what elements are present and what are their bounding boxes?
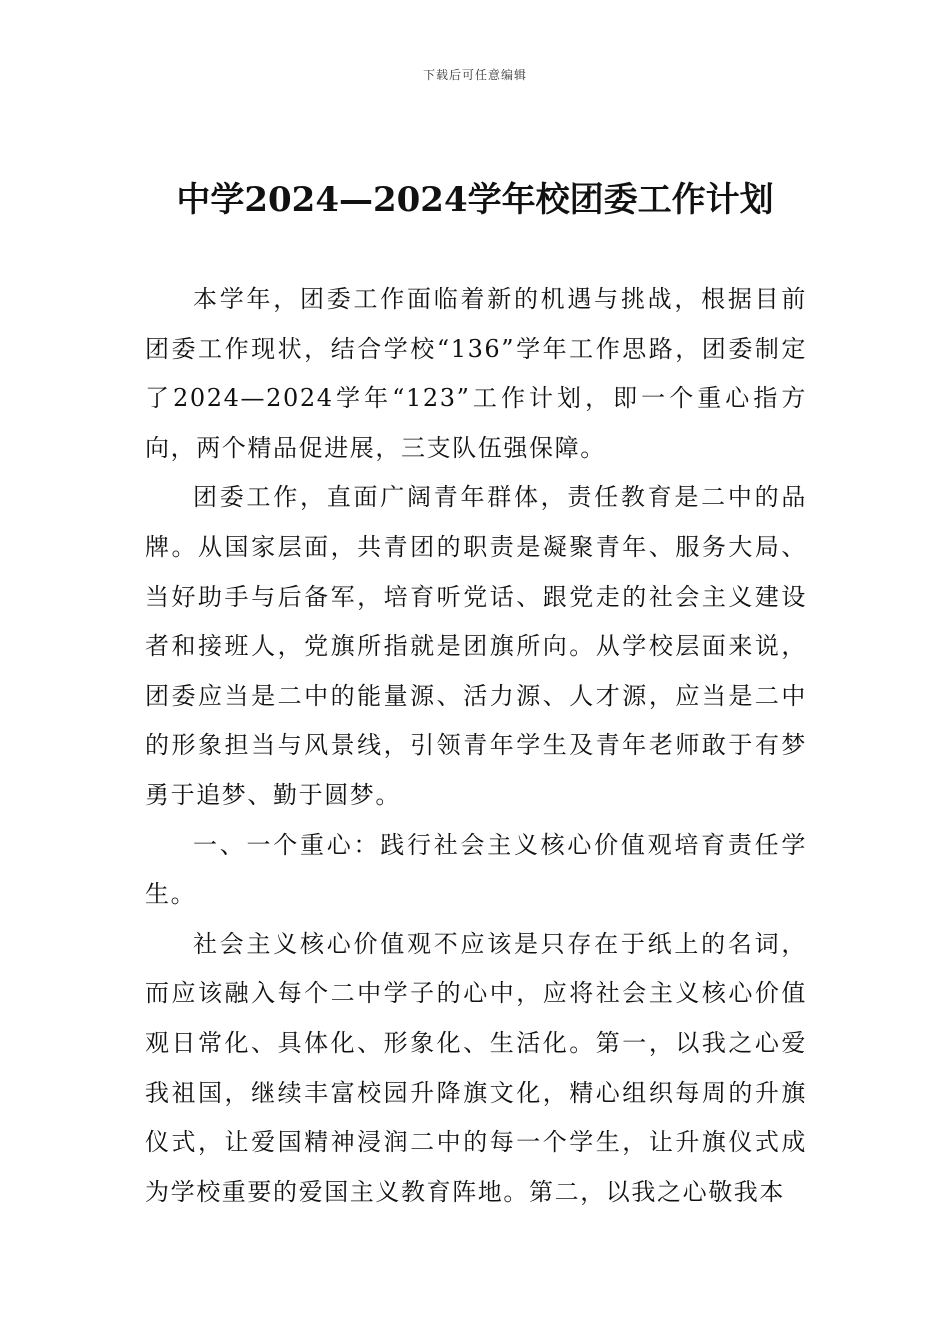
paragraph-core-values: 社会主义核心价值观不应该是只存在于纸上的名词，而应该融入每个二中学子的心中，应将社会主义核心价值观日常化、具体化、形象化、生活化。第一，以我之心爱我祖国，继续丰富校园升降旗文化，精心组织每周的升旗仪式，让爱国精神浸润二中的每一个学生，让升旗仪式成为学校重要的爱国主义教育阵地。第二，以我之心敬我本	[145, 929, 807, 1206]
paragraph-mission: 团委工作，直面广阔青年群体，责任教育是二中的品牌。从国家层面，共青团的职责是凝聚青年、服务大局、当好助手与后备军，培育听党话、跟党走的社会主义建设者和接班人，党旗所指就是团旗所向。从学校层面来说，团委应当是二中的能量源、活力源、人才源，应当是二中的形象担当与风景线，引领青年学生及青年老师敢于有梦勇于追梦、勤于圆梦。	[145, 483, 807, 809]
header-note: 下载后可任意编辑	[422, 68, 527, 82]
document-title: 中学2024—2024学年校团委工作计划	[176, 180, 774, 220]
paragraph-intro: 本学年，团委工作面临着新的机遇与挑战，根据目前团委工作现状，结合学校“136”学年工作思路，团委制定了2024—2024学年“123”工作计划，即一个重心指方向，两个精品促进展，三支队伍强保障。	[145, 285, 807, 462]
paragraph-section-heading: 一、一个重心：践行社会主义核心价值观培育责任学生。	[145, 830, 807, 909]
document-body	[145, 275, 807, 1217]
